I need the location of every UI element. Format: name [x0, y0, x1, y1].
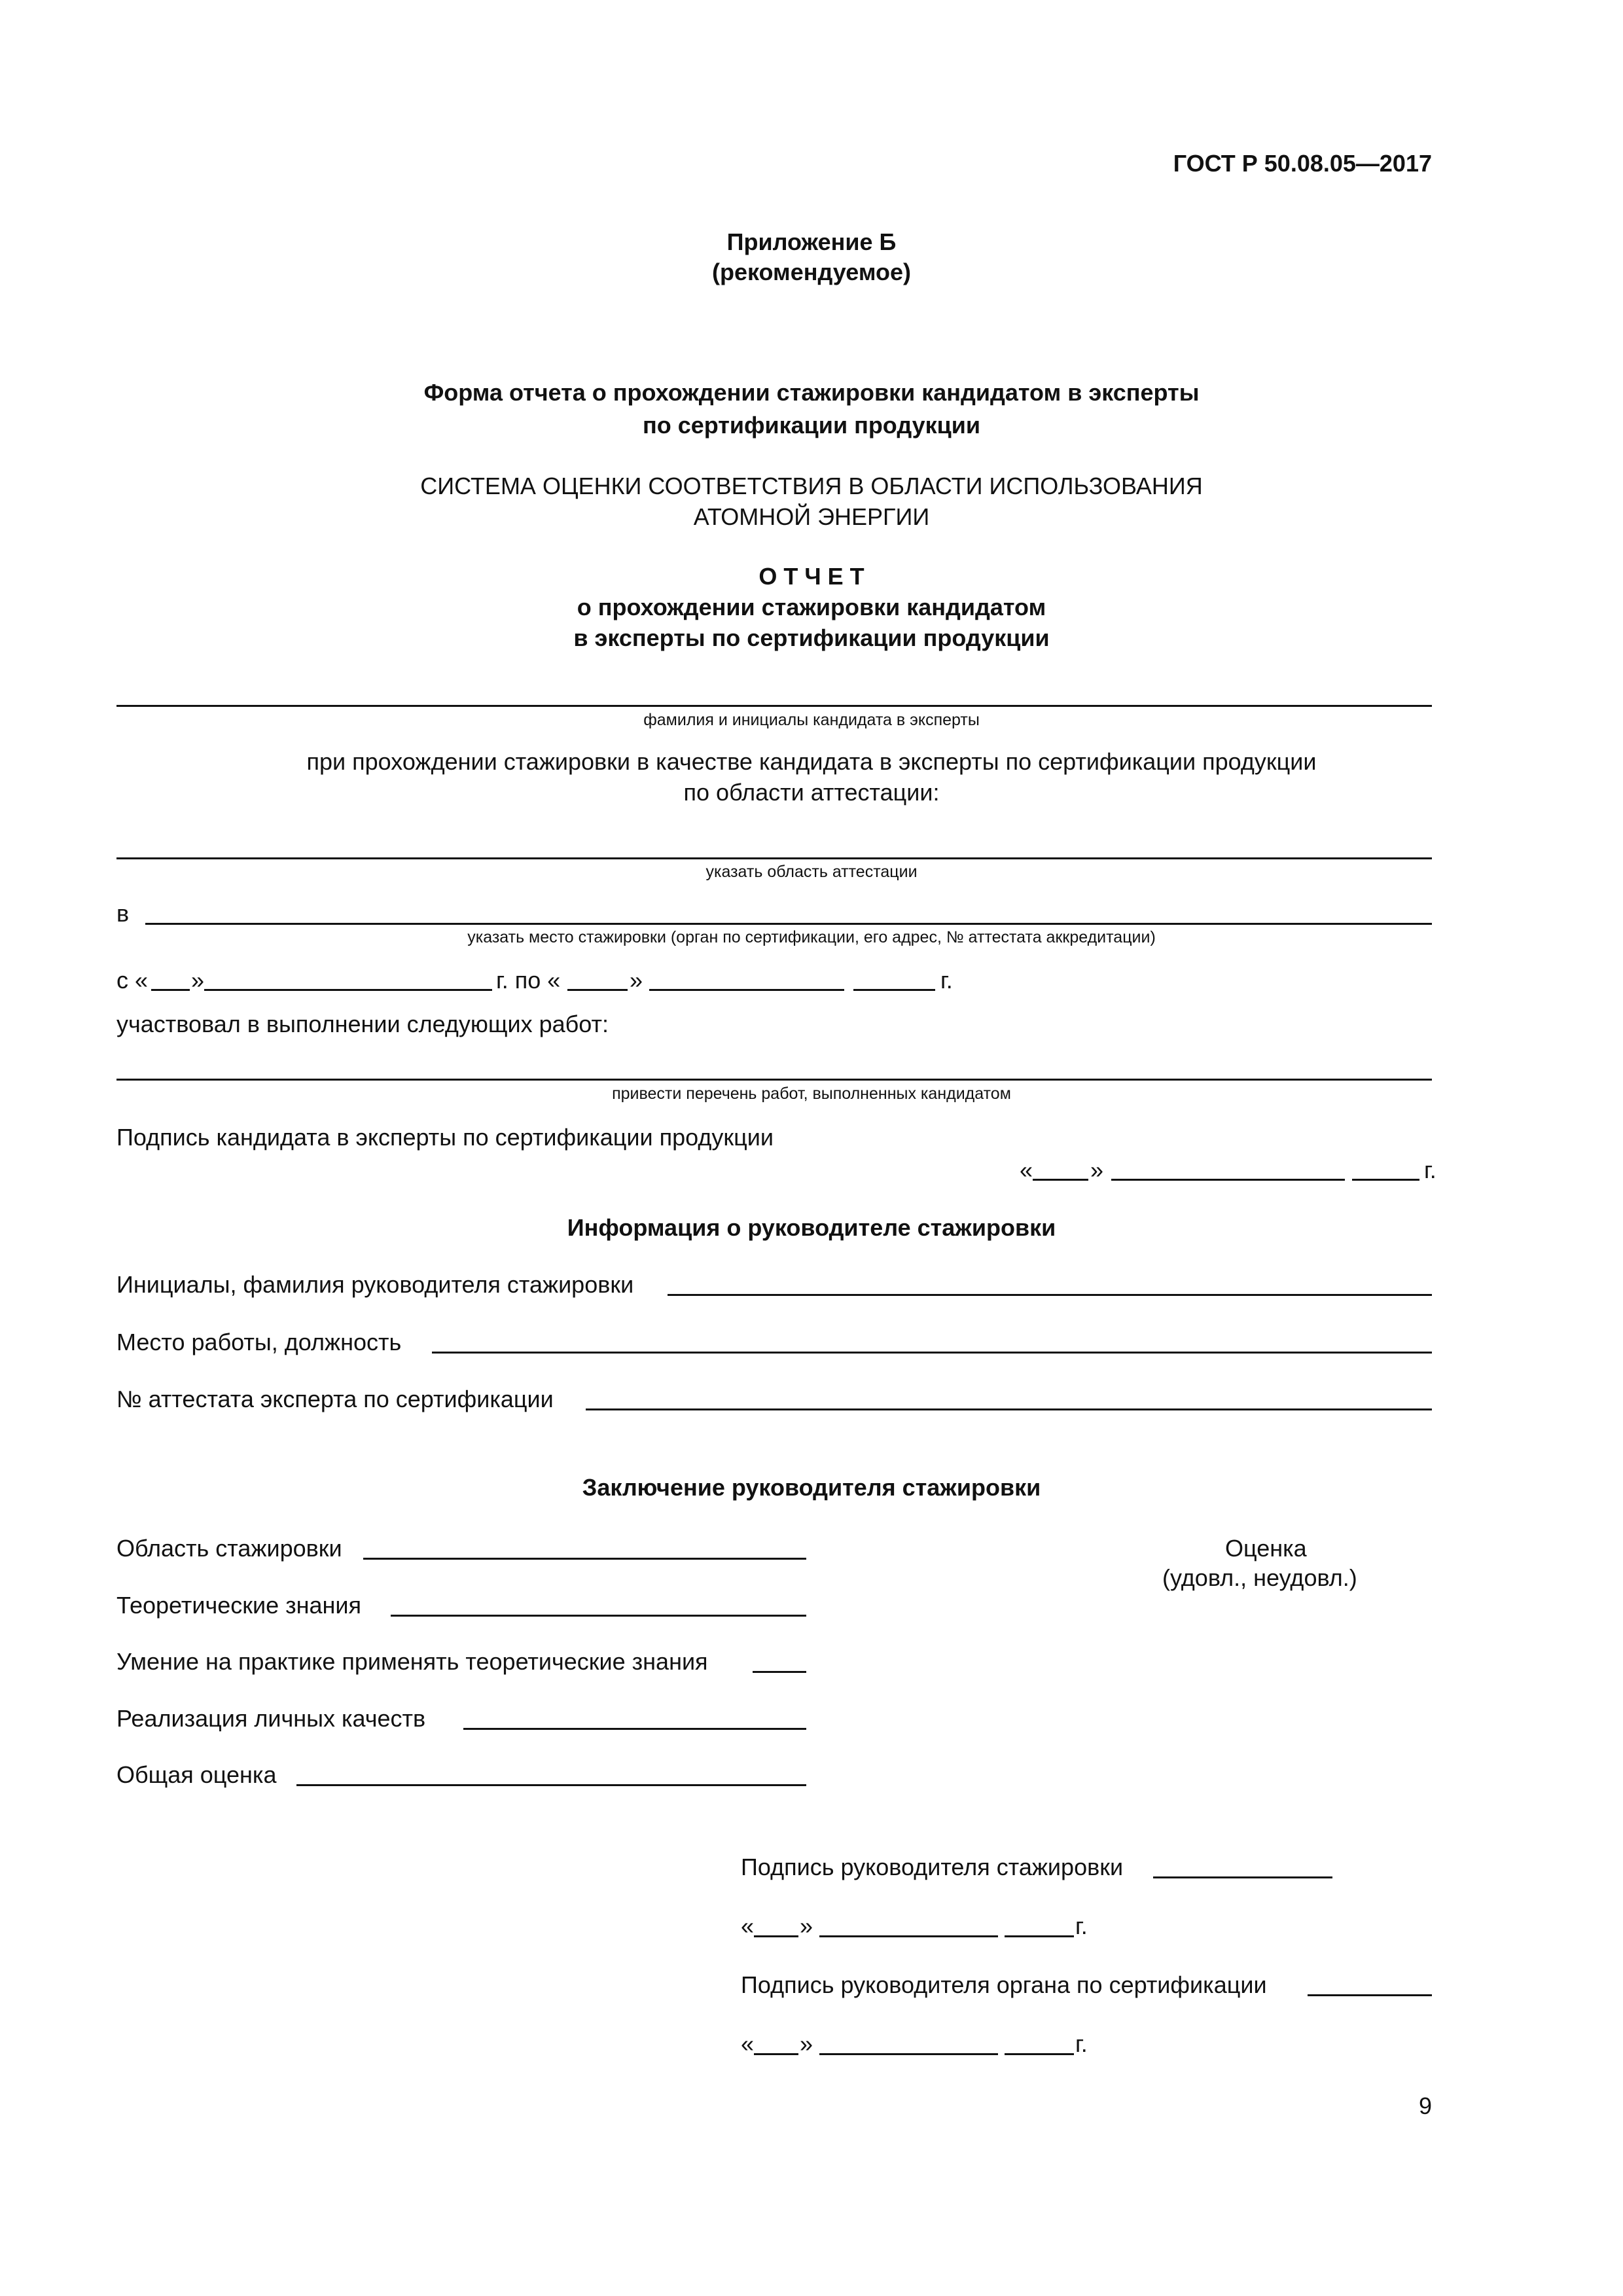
supervisor-date-month-line[interactable]	[819, 1935, 998, 1937]
area-caption: указать область аттестации	[705, 863, 918, 881]
works-caption: привести перечень работ, выполненных кандидатом	[612, 1085, 1011, 1103]
body-head-date-close-quote: »	[800, 2030, 813, 2057]
candidate-name-line[interactable]	[116, 705, 1432, 707]
place-line[interactable]	[145, 923, 1432, 925]
supervisor-date-day-line[interactable]	[754, 1935, 798, 1937]
conclusion-item-practice-line[interactable]	[753, 1671, 806, 1673]
conclusion-item-personal: Реализация личных качеств	[116, 1705, 426, 1732]
body-head-signature-line[interactable]	[1308, 1994, 1432, 1996]
candidate-sig-month-line[interactable]	[1111, 1179, 1345, 1181]
supervisor-date-close-quote: »	[800, 1912, 813, 1939]
candidate-sig-year-line[interactable]	[1352, 1179, 1419, 1181]
date-year-suffix: г.	[940, 967, 953, 994]
supervisor-workplace-line[interactable]	[432, 1352, 1432, 1354]
conclusion-item-area: Область стажировки	[116, 1535, 342, 1562]
date-to-month-line[interactable]	[649, 989, 844, 991]
candidate-sig-day-line[interactable]	[1033, 1179, 1088, 1181]
supervisor-signature-line[interactable]	[1153, 1876, 1332, 1878]
conclusion-item-theory: Теоретические знания	[116, 1592, 362, 1619]
date-from-open-quote: с «	[116, 967, 149, 994]
body-head-date-year-line[interactable]	[1005, 2053, 1074, 2055]
supervisor-name-label: Инициалы, фамилия руководителя стажировки	[116, 1271, 634, 1298]
date-to-close-quote: »	[630, 967, 643, 994]
form-title-line-1: Форма отчета о прохождении стажировки кандидатом в эксперты	[423, 379, 1200, 406]
candidate-sig-open-quote: «	[1020, 1157, 1033, 1183]
supervisor-info-heading: Информация о руководителе стажировки	[567, 1214, 1056, 1241]
form-title-line-2: по сертификации продукции	[642, 412, 981, 439]
candidate-sig-close-quote: »	[1090, 1157, 1104, 1183]
internship-text-1: при прохождении стажировки в качестве кандидата в эксперты по сертификации продукции	[306, 748, 1317, 775]
conclusion-item-overall: Общая оценка	[116, 1761, 277, 1788]
body-head-date-open-quote: «	[741, 2030, 755, 2057]
page-number: 9	[1418, 2092, 1432, 2119]
body-head-signature-label: Подпись руководителя органа по сертификации	[741, 1971, 1267, 1998]
date-to-year-line[interactable]	[853, 989, 935, 991]
grade-label: Оценка	[1225, 1535, 1307, 1562]
report-title: О Т Ч Е Т	[758, 563, 865, 590]
supervisor-workplace-label: Место работы, должность	[116, 1329, 402, 1355]
date-from-close-quote: »	[191, 967, 205, 994]
candidate-sig-year-suffix: г.	[1424, 1157, 1436, 1183]
conclusion-item-overall-line[interactable]	[296, 1784, 806, 1786]
supervisor-date-year-suffix: г.	[1075, 1912, 1088, 1939]
document-number: ГОСТ Р 50.08.05—2017	[1173, 150, 1432, 177]
place-caption: указать место стажировки (орган по сертификации, его адрес, № аттестата аккредитации)	[467, 928, 1156, 946]
grade-hint: (удовл., неудовл.)	[1162, 1564, 1357, 1591]
candidate-signature-label: Подпись кандидата в эксперты по сертификации продукции	[116, 1124, 774, 1151]
appendix-status: (рекомендуемое)	[712, 259, 911, 285]
supervisor-date-open-quote: «	[741, 1912, 755, 1939]
report-subtitle-2: в эксперты по сертификации продукции	[573, 624, 1050, 651]
body-head-date-day-line[interactable]	[754, 2053, 798, 2055]
supervisor-date-year-line[interactable]	[1005, 1935, 1074, 1937]
conclusion-heading: Заключение руководителя стажировки	[582, 1474, 1041, 1501]
body-head-date-year-suffix: г.	[1075, 2030, 1088, 2057]
appendix-title: Приложение Б	[726, 228, 897, 255]
conclusion-item-personal-line[interactable]	[463, 1728, 806, 1730]
supervisor-certificate-label: № аттестата эксперта по сертификации	[116, 1386, 554, 1412]
works-line[interactable]	[116, 1079, 1432, 1081]
date-to-day-line[interactable]	[567, 989, 628, 991]
date-from-day-line[interactable]	[151, 989, 190, 991]
place-prefix: в	[116, 900, 130, 927]
body-head-date-month-line[interactable]	[819, 2053, 998, 2055]
conclusion-item-practice: Умение на практике применять теоретические знания	[116, 1648, 708, 1675]
supervisor-certificate-line[interactable]	[586, 1408, 1432, 1410]
date-to-open-text: г. по «	[496, 967, 561, 994]
conclusion-item-area-line[interactable]	[363, 1558, 806, 1560]
system-line-1: СИСТЕМА ОЦЕНКИ СООТВЕТСТВИЯ В ОБЛАСТИ ИСПОЛЬЗОВАНИЯ	[420, 473, 1203, 499]
candidate-name-caption: фамилия и инициалы кандидата в эксперты	[643, 711, 980, 729]
works-label: участвовал в выполнении следующих работ:	[116, 1011, 609, 1037]
report-subtitle-1: о прохождении стажировки кандидатом	[577, 594, 1046, 620]
supervisor-signature-label: Подпись руководителя стажировки	[741, 1854, 1124, 1880]
internship-text-2: по области аттестации:	[683, 779, 940, 806]
conclusion-item-theory-line[interactable]	[391, 1615, 806, 1617]
supervisor-name-line[interactable]	[668, 1294, 1432, 1296]
date-from-month-line[interactable]	[204, 989, 492, 991]
area-line[interactable]	[116, 857, 1432, 859]
system-line-2: АТОМНОЙ ЭНЕРГИИ	[693, 503, 930, 530]
